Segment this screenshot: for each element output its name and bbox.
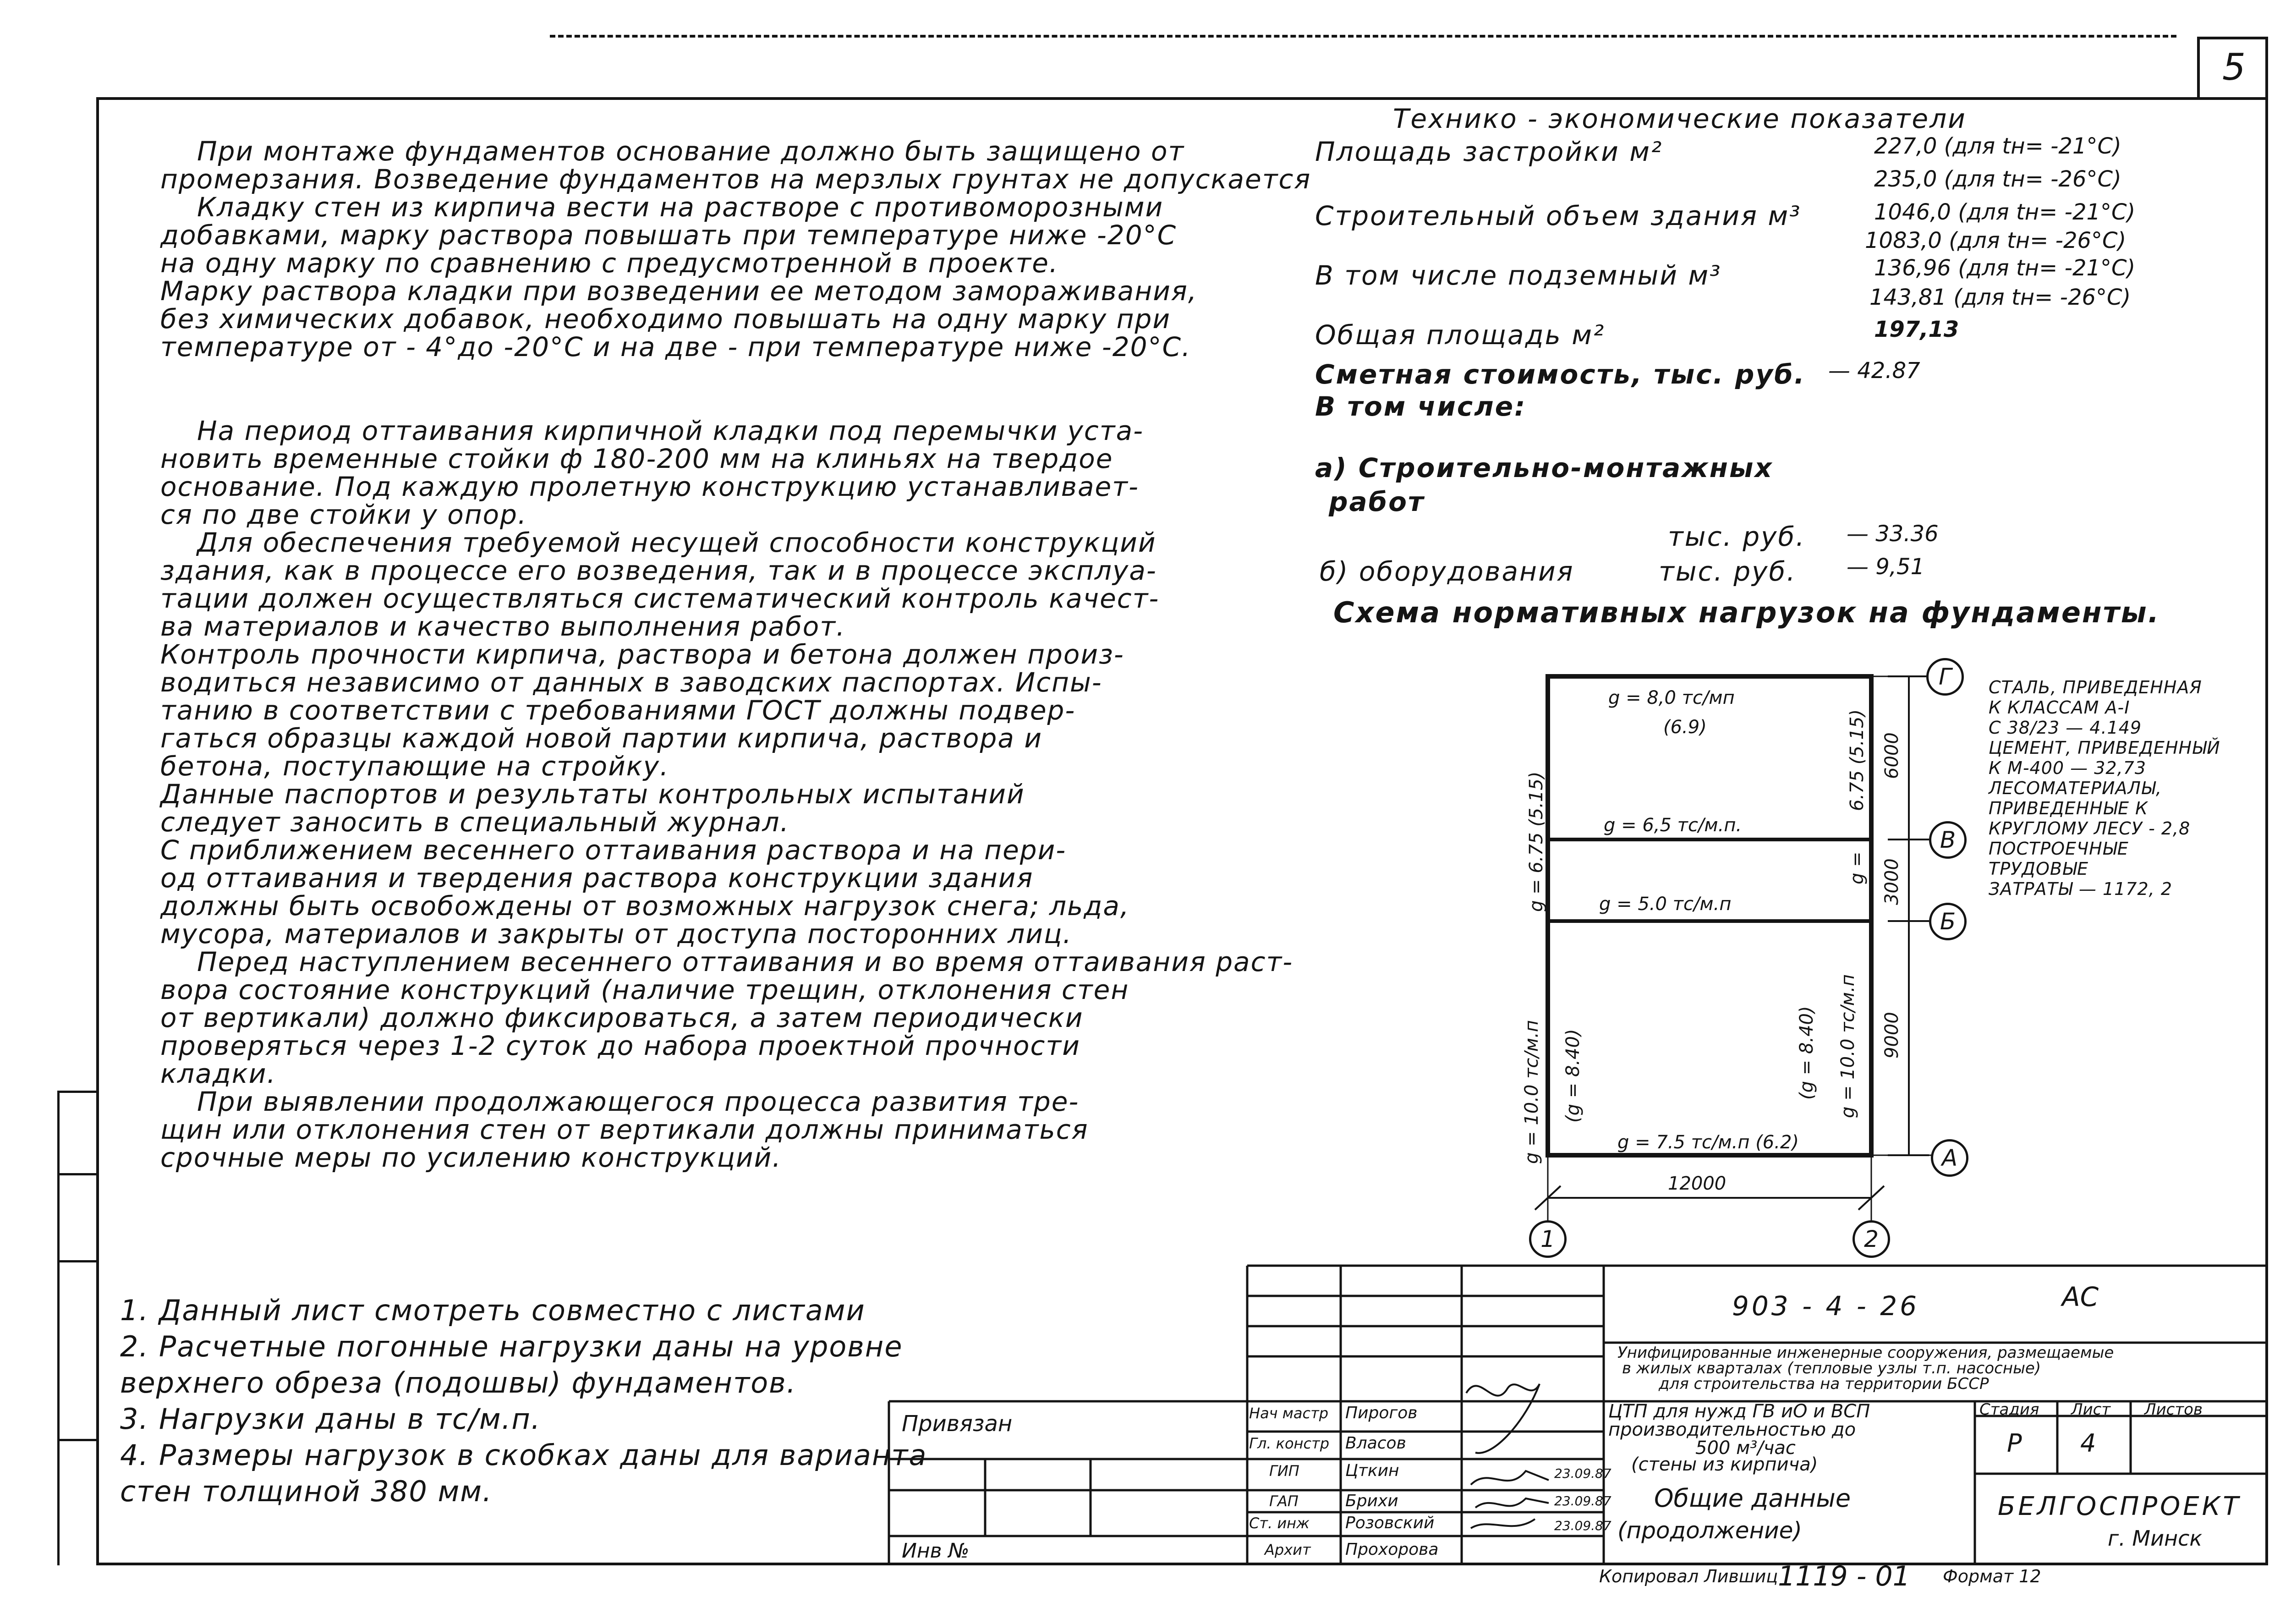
dim-3000: 3000 xyxy=(1881,858,1902,905)
material-line: ЛЕСОМАТЕРИАЛЫ, xyxy=(1989,778,2162,798)
main-line: Перед наступлением весеннего оттаивания и во время оттаивания раст- xyxy=(197,946,1293,977)
main-line: Данные паспортов и результаты контрольных испытаний xyxy=(160,779,1025,810)
main-line: од оттаивания и твердения раствора конструкции здания xyxy=(160,862,1034,894)
main-line: Для обеспечения требуемой несущей способности конструкций xyxy=(197,527,1156,558)
main-line: проверяться через 1-2 суток до набора проектной прочности xyxy=(160,1030,1080,1061)
privyazan-label: Привязан xyxy=(902,1411,1013,1437)
main-line: здания, как в процессе его возведения, так и в процессе эксплуа- xyxy=(160,555,1157,586)
axis-marker-g: Г xyxy=(1926,658,1964,696)
main-line: должны быть освобождены от возможных нагрузок снега; льда, xyxy=(160,890,1130,922)
main-line: Марку раствора кладки при возведении ее методом замораживания, xyxy=(160,275,1198,307)
load-6-5: g = 6,5 тс/м.п. xyxy=(1604,815,1742,836)
main-line: на одну марку по сравнению с предусмотренной в проекте. xyxy=(160,247,1059,279)
date-1: 23.09.87 xyxy=(1554,1466,1611,1481)
org-name: БЕЛГОСПРОЕКТ xyxy=(1998,1492,2242,1521)
main-line: водиться независимо от данных в заводских паспортах. Испы- xyxy=(160,667,1102,698)
doc-ac: АС xyxy=(2062,1281,2099,1312)
sheet-name-1: Общие данные xyxy=(1654,1484,1851,1513)
note-line: стен толщиной 380 мм. xyxy=(120,1475,493,1508)
stage-header: Стадия xyxy=(1979,1400,2039,1419)
main-line: ся по две стойки у опор. xyxy=(160,499,527,530)
main-line: гаться образцы каждой новой партии кирпича, раствора и xyxy=(160,723,1043,754)
name-tstkin: Цткин xyxy=(1345,1461,1399,1480)
material-line: К КЛАССАМ А-I xyxy=(1989,697,2130,718)
b-value: — 9,51 xyxy=(1847,554,1925,580)
material-line: ПОСТРОЕЧНЫЕ xyxy=(1989,839,2129,859)
tech-value-volume-2: 1083,0 (для tн= -26°С) xyxy=(1865,228,2127,253)
main-line: температуре от - 4°до -20°С и на две - при температуре ниже -20°С. xyxy=(160,331,1191,362)
material-line: ЦЕМЕНТ, ПРИВЕДЕННЫЙ xyxy=(1989,738,2220,758)
object-line: производительностью до xyxy=(1608,1419,1856,1440)
load-right-lower-alt: (g = 8.40) xyxy=(1796,1006,1817,1100)
material-line: К М-400 — 32,73 xyxy=(1989,758,2147,778)
axis-marker-a: А xyxy=(1931,1139,1968,1177)
main-line: мусора, материалов и закрыты от доступа посторонних лиц. xyxy=(160,918,1072,949)
object-line: (стены из кирпича) xyxy=(1631,1454,1818,1475)
role-nach: Нач мастр xyxy=(1249,1405,1329,1422)
note-line: 2. Расчетные погонные нагрузки даны на уровне xyxy=(120,1330,903,1363)
a-label-2: работ xyxy=(1329,486,1425,517)
main-line: без химических добавок, необходимо повышать на одну марку при xyxy=(160,303,1171,335)
project-line: для строительства на территории БССР xyxy=(1659,1375,1989,1393)
main-line: добавками, марку раствора повышать при температуре ниже -20°С xyxy=(160,219,1177,251)
inv-label: Инв № xyxy=(902,1539,970,1563)
load-left-upper: g = 6.75 (5.15) xyxy=(1526,771,1547,912)
tech-label-total-area: Общая площадь м² xyxy=(1315,319,1606,351)
note-line: 1. Данный лист смотреть совместно с листами xyxy=(120,1294,866,1327)
stamp-number: 1119 - 01 xyxy=(1778,1560,1910,1592)
main-line: На период оттаивания кирпичной кладки под перемычки уста- xyxy=(197,415,1144,446)
axis-marker-2: 2 xyxy=(1853,1220,1890,1258)
role-gip: ГИП xyxy=(1269,1462,1299,1480)
doc-code: 903 - 4 - 26 xyxy=(1732,1290,1920,1322)
dim-6000: 6000 xyxy=(1881,732,1902,779)
object-line: 500 м³/час xyxy=(1695,1437,1796,1459)
role-arch: Архит xyxy=(1265,1541,1311,1558)
list-value: 4 xyxy=(2080,1429,2096,1458)
tech-value-area-2: 235,0 (для tн= -26°С) xyxy=(1874,166,2121,192)
tech-value-area-1: 227,0 (для tн= -21°С) xyxy=(1874,133,2121,159)
tech-label-area: Площадь застройки м² xyxy=(1315,136,1663,167)
list-header: Лист xyxy=(2071,1400,2111,1419)
note-line: верхнего обреза (подошвы) фундаментов. xyxy=(120,1366,797,1399)
name-prokhorova: Прохорова xyxy=(1345,1540,1439,1559)
tech-title: Технико - экономические показатели xyxy=(1393,103,1967,134)
main-line: С приближением весеннего оттаивания раствора и на пери- xyxy=(160,834,1067,866)
material-line: ПРИВЕДЕННЫЕ К xyxy=(1989,798,2148,818)
tech-value-total-area: 197,13 xyxy=(1874,317,1959,342)
main-line: кладки. xyxy=(160,1058,276,1089)
object-line: ЦТП для нужд ГВ иО и ВСП xyxy=(1608,1401,1870,1422)
name-brikhi: Брихи xyxy=(1345,1492,1398,1510)
load-top: g = 8,0 тс/мп xyxy=(1608,687,1735,708)
main-line: срочные меры по усилению конструкций. xyxy=(160,1142,782,1173)
date-3: 23.09.87 xyxy=(1554,1518,1611,1533)
main-line: Кладку стен из кирпича вести на растворе с противоморозными xyxy=(197,192,1164,223)
material-line: КРУГЛОМУ ЛЕСУ - 2,8 xyxy=(1989,818,2191,839)
main-line: бетона, поступающие на стройку. xyxy=(160,751,669,782)
main-line: от вертикали) должно фиксироваться, а затем периодически xyxy=(160,1002,1084,1033)
tech-value-underground-2: 143,81 (для tн= -26°С) xyxy=(1869,285,2131,310)
axis-marker-1: 1 xyxy=(1529,1220,1567,1258)
main-line: щин или отклонения стен от вертикали должны приниматься xyxy=(160,1114,1089,1145)
material-line: СТАЛЬ, ПРИВЕДЕННАЯ xyxy=(1989,677,2202,697)
cost-value: — 42.87 xyxy=(1828,358,1920,384)
tech-value-underground-1: 136,96 (для tн= -21°С) xyxy=(1874,255,2136,281)
main-line: промерзания. Возведение фундаментов на мерзлых грунтах не допускается xyxy=(160,164,1311,195)
name-pirogov: Пирогов xyxy=(1345,1404,1418,1422)
tech-label-underground: В том числе подземный м³ xyxy=(1315,260,1722,291)
format-label: Формат 12 xyxy=(1943,1566,2041,1586)
a-label: а) Строительно-монтажных xyxy=(1315,452,1773,483)
main-line: ва материалов и качество выполнения работ. xyxy=(160,611,846,642)
org-city: г. Минск xyxy=(2108,1526,2203,1551)
sheet-number: 5 xyxy=(2222,46,2246,88)
load-top-alt: (6.9) xyxy=(1663,717,1707,738)
name-vlasov: Власов xyxy=(1345,1434,1406,1453)
dim-12000: 12000 xyxy=(1668,1173,1726,1194)
name-rozovsky: Розовский xyxy=(1345,1514,1435,1532)
material-line: ТРУДОВЫЕ xyxy=(1989,859,2089,879)
main-line: Контроль прочности кирпича, раствора и бетона должен произ- xyxy=(160,639,1124,670)
tech-label-volume: Строительный объем здания м³ xyxy=(1315,200,1802,231)
load-right-lower: g = 10.0 тс/м.п xyxy=(1837,974,1858,1118)
a-unit: тыс. руб. xyxy=(1668,521,1806,552)
main-line: При выявлении продолжающегося процесса развития тре- xyxy=(197,1086,1080,1117)
note-line: 4. Размеры нагрузок в скобках даны для варианта xyxy=(120,1438,927,1472)
axis-marker-b: Б xyxy=(1929,903,1967,940)
main-line: тации должен осуществляться систематический контроль качест- xyxy=(160,583,1160,614)
load-left-lower-alt: (g = 8.40) xyxy=(1562,1029,1584,1123)
sheet-name-2: (продолжение) xyxy=(1617,1517,1802,1544)
a-value: — 33.36 xyxy=(1847,521,1939,547)
project-line: в жилых кварталах (тепловые узлы т.п. насосные) xyxy=(1622,1359,2041,1377)
copied-by: Копировал Лившиц xyxy=(1599,1566,1778,1586)
load-bottom: g = 7.5 тс/м.п (6.2) xyxy=(1617,1132,1799,1153)
date-2: 23.09.87 xyxy=(1554,1493,1611,1509)
role-glkonstr: Гл. констр xyxy=(1249,1435,1329,1452)
main-line: вора состояние конструкций (наличие трещин, отклонения стен xyxy=(160,974,1129,1005)
stage-value: Р xyxy=(2007,1429,2022,1458)
load-right-mid: g = xyxy=(1847,851,1868,884)
cost-label: Сметная стоимость, тыс. руб. xyxy=(1315,359,1806,390)
tech-value-volume-1: 1046,0 (для tн= -21°С) xyxy=(1874,199,2136,225)
load-5-0: g = 5.0 тс/м.п xyxy=(1599,894,1732,915)
dim-9000: 9000 xyxy=(1881,1012,1902,1059)
main-line: основание. Под каждую пролетную конструкцию устанавливает- xyxy=(160,471,1139,502)
b-label: б) оборудования xyxy=(1320,556,1574,587)
role-stinzh: Ст. инж xyxy=(1249,1514,1310,1532)
lists-header: Листов xyxy=(2144,1400,2203,1419)
main-line: При монтаже фундаментов основание должно быть защищено от xyxy=(197,136,1185,167)
load-right-upper: 6.75 (5.15) xyxy=(1847,709,1868,811)
axis-marker-v: В xyxy=(1929,821,1967,859)
material-line: С 38/23 — 4.149 xyxy=(1989,718,2142,738)
main-line: танию в соответствии с требованиями ГОСТ должны подвер- xyxy=(160,695,1076,726)
role-gap: ГАП xyxy=(1269,1492,1299,1510)
material-line: ЗАТРАТЫ — 1172, 2 xyxy=(1989,879,2172,899)
main-line: новить временные стойки ф 180-200 мм на клиньях на твердое xyxy=(160,443,1113,474)
load-left-lower: g = 10.0 тс/м.п xyxy=(1521,1020,1542,1164)
main-line: следует заносить в специальный журнал. xyxy=(160,807,790,838)
scheme-title: Схема нормативных нагрузок на фундаменты. xyxy=(1333,596,2160,629)
note-line: 3. Нагрузки даны в тс/м.п. xyxy=(120,1402,541,1436)
b-unit: тыс. руб. xyxy=(1659,556,1797,587)
including-label: В том числе: xyxy=(1315,391,1527,422)
project-line: Унифицированные инженерные сооружения, размещаемые xyxy=(1617,1344,2114,1362)
